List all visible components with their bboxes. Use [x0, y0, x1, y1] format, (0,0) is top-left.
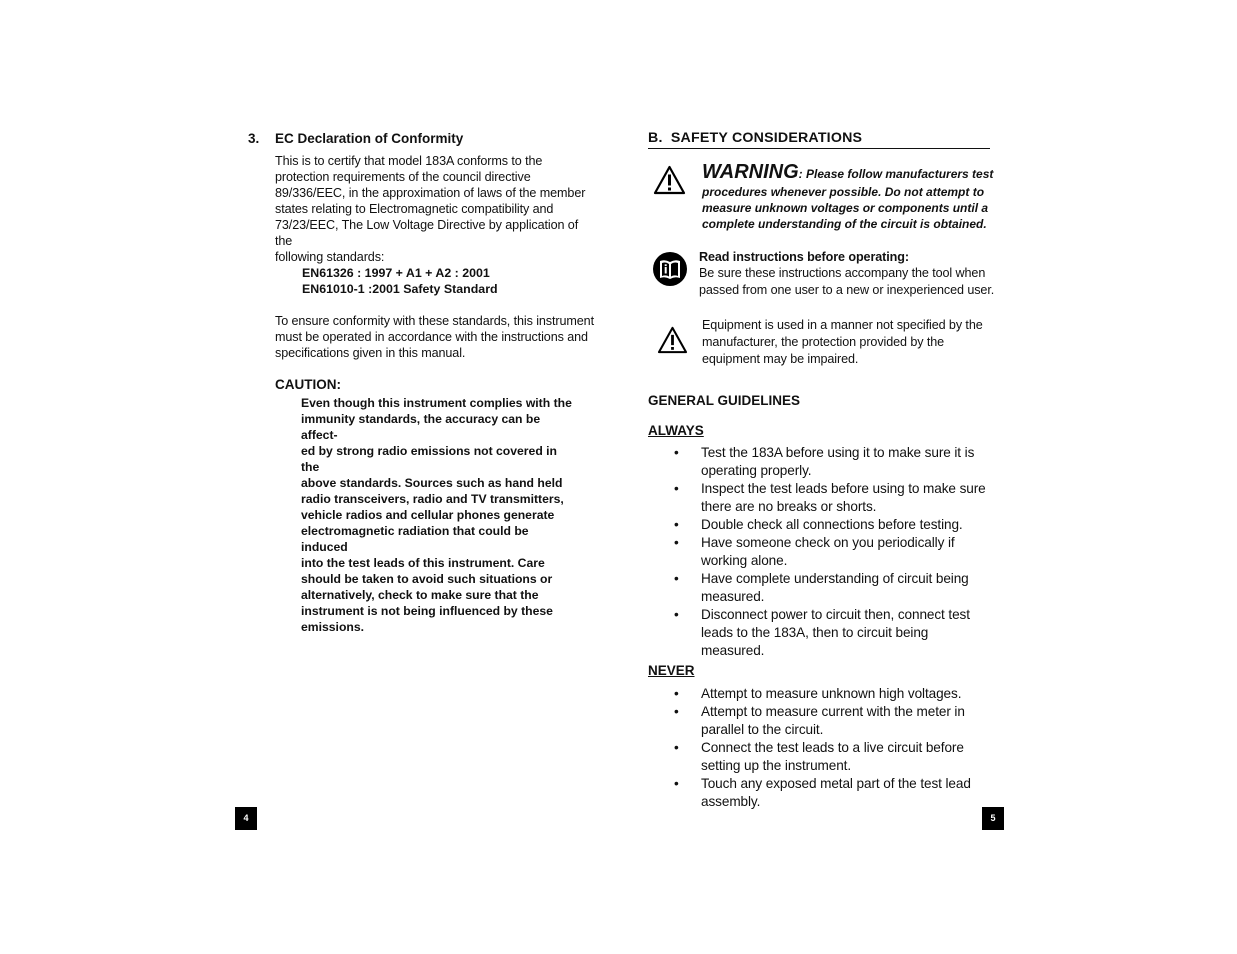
text-line: must be operated in accordance with the instructions and — [275, 330, 588, 344]
standard-item: EN61010-1 :2001 Safety Standard — [302, 282, 498, 296]
text-line: Have complete understanding of circuit being — [701, 571, 969, 586]
standards-list — [302, 265, 498, 297]
warning-block — [702, 160, 994, 232]
text-line: Double check all connections before testing. — [701, 517, 963, 532]
text-line: 89/336/EEC, in the approximation of laws of the member — [275, 186, 586, 200]
bullet: • — [674, 481, 679, 496]
text-line: 73/23/EEC, The Low Voltage Directive by application of the — [275, 218, 579, 248]
text-line: Be sure these instructions accompany the tool when — [699, 266, 986, 280]
warning-first-text: : Please follow manufacturers test — [798, 167, 994, 181]
text-line: Test the 183A before using it to make sure it is — [701, 445, 975, 460]
text-line: Disconnect power to circuit then, connect test — [701, 607, 970, 622]
warning-triangle-icon — [653, 165, 686, 195]
general-guidelines-heading: GENERAL GUIDELINES — [648, 393, 801, 408]
conformity-note — [275, 313, 597, 361]
text-line: equipment may be impaired. — [702, 352, 859, 366]
list-item — [648, 739, 996, 775]
warning-word: WARNING — [702, 161, 799, 183]
bullet: • — [674, 740, 679, 755]
bullet: • — [674, 535, 679, 550]
text-line: Attempt to measure unknown high voltages. — [701, 686, 962, 701]
text-line: This is to certify that model 183A conforms to the — [275, 154, 543, 168]
list-item — [648, 685, 996, 703]
equipment-use-note — [702, 317, 992, 367]
text-line: operating properly. — [701, 463, 812, 478]
bullet: • — [674, 776, 679, 791]
text-line: parallel to the circuit. — [701, 722, 824, 737]
text-line: To ensure conformity with these standards, this instrument — [275, 314, 594, 328]
bullet: • — [674, 571, 679, 586]
text-line: Touch any exposed metal part of the test lead — [701, 776, 971, 791]
never-list — [648, 685, 996, 811]
text-line: following standards: — [275, 250, 385, 264]
caution-text — [301, 395, 573, 635]
text-line: Connect the test leads to a live circuit before — [701, 740, 964, 755]
text-line: assembly. — [701, 794, 761, 809]
text-line: ed by strong radio emissions not covered in the — [301, 444, 557, 474]
never-heading: NEVER — [648, 663, 695, 678]
text-line: electromagnetic radiation that could be induced — [301, 524, 529, 554]
text-line: passed from one user to a new or inexperienced user. — [699, 283, 995, 297]
text-line: there are no breaks or shorts. — [701, 499, 877, 514]
text-line: measured. — [701, 643, 765, 658]
text-line: procedures whenever possible. Do not attempt to — [702, 185, 985, 199]
list-item — [648, 444, 996, 480]
bullet: • — [674, 445, 679, 460]
text-line: protection requirements of the council directive — [275, 170, 531, 184]
bullet: • — [674, 704, 679, 719]
text-line: working alone. — [701, 553, 788, 568]
text-line: Attempt to measure current with the meter in — [701, 704, 965, 719]
text-line: manufacturer, the protection provided by the — [702, 335, 945, 349]
text-line: instrument is not being influenced by these — [301, 604, 553, 618]
list-item — [648, 606, 996, 660]
list-item — [648, 516, 996, 534]
text-line: immunity standards, the accuracy can be affect- — [301, 412, 541, 442]
section-b-letter: B. — [648, 130, 663, 146]
list-item — [648, 480, 996, 516]
text-line: measure unknown voltages or components until a — [702, 201, 989, 215]
text-line: Inspect the test leads before using to make sure — [701, 481, 986, 496]
read-instructions-title: Read instructions before operating: — [699, 250, 909, 264]
text-line: emissions. — [301, 620, 364, 634]
conformity-certificate-text — [275, 153, 595, 265]
bullet: • — [674, 686, 679, 701]
text-line: alternatively, check to make sure that the — [301, 588, 539, 602]
caution-label: CAUTION: — [275, 377, 341, 392]
page-number-right: 5 — [982, 807, 1004, 830]
read-manual-book-icon — [652, 251, 688, 287]
warning-triangle-icon — [657, 326, 688, 354]
section-3-title: EC Declaration of Conformity — [275, 131, 464, 146]
text-line: leads to the 183A, then to circuit being — [701, 625, 929, 640]
page-number-left: 4 — [235, 807, 257, 830]
text-line: should be taken to avoid such situations or — [301, 572, 553, 586]
text-line: Even though this instrument complies with the — [301, 396, 572, 410]
bullet: • — [674, 517, 679, 532]
standard-item: EN61326 : 1997 + A1 + A2 : 2001 — [302, 266, 490, 280]
text-line: measured. — [701, 589, 765, 604]
list-item — [648, 775, 996, 811]
text-line: complete understanding of the circuit is obtained. — [702, 217, 987, 231]
list-item — [648, 703, 996, 739]
text-line: above standards. Sources such as hand held — [301, 476, 563, 490]
section-3-number: 3. — [248, 131, 260, 146]
text-line: specifications given in this manual. — [275, 346, 466, 360]
text-line: states relating to Electromagnetic compatibility and — [275, 202, 554, 216]
bullet: • — [674, 607, 679, 622]
text-line: Equipment is used in a manner not specified by the — [702, 318, 983, 332]
text-line: radio transceivers, radio and TV transmitters, — [301, 492, 564, 506]
text-line: into the test leads of this instrument. Care — [301, 556, 545, 570]
text-line: setting up the instrument. — [701, 758, 852, 773]
section-b-heading — [648, 130, 990, 149]
section-b-title: SAFETY CONSIDERATIONS — [670, 130, 863, 146]
list-item — [648, 570, 996, 606]
always-heading: ALWAYS — [648, 423, 704, 438]
read-instructions-note — [699, 249, 999, 298]
warning-first-line — [702, 160, 994, 184]
list-item — [648, 534, 996, 570]
always-list — [648, 444, 996, 660]
text-line: vehicle radios and cellular phones generate — [301, 508, 555, 522]
text-line: Have someone check on you periodically if — [701, 535, 955, 550]
